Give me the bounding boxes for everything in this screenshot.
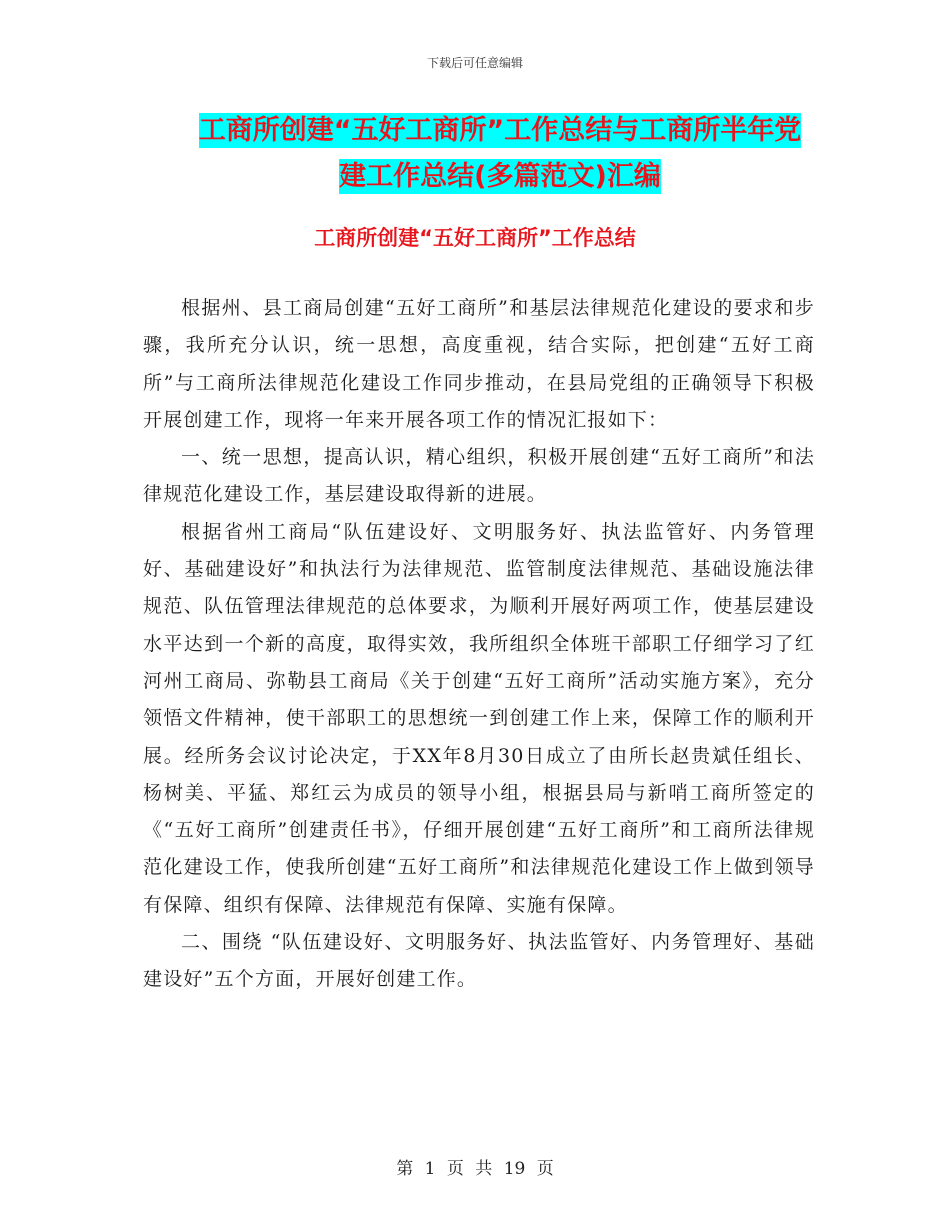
document-title-line-1: 工商所创建“五好工商所”工作总结与工商所半年党 bbox=[198, 115, 802, 146]
document-title bbox=[140, 108, 860, 200]
page-number-footer: 第 1 页 共 19 页 bbox=[396, 1159, 554, 1179]
header-note: 下载后可任意编辑 bbox=[426, 56, 523, 70]
paragraph: 根据州、县工商局创建“五好工商所”和基层法律规范化建设的要求和步骤，我所充分认识，统一思想，高度重视，结合实际，把创建“五好工商所”与工商所法律规范化建设工作同步推动，在县局党组的正确领导下积极开展创建工作，现将一年来开展各项工作的情况汇报如下： bbox=[143, 297, 815, 431]
paragraph: 根据省州工商局“队伍建设好、文明服务好、执法监管好、内务管理好、基础建设好”和执法行为法律规范、监管制度法律规范、基础设施法律规范、队伍管理法律规范的总体要求，为顺利开展好两项工作，使基层建设水平达到一个新的高度，取得实效，我所组织全体班干部职工仔细学习了红河州工商局、弥勒县工商局《关于创建“五好工商所”活动实施方案》，充分领悟文件精神，使干部职工的思想统一到创建工作上来，保障工作的顺利开展。经所务会议讨论决定，于XX年8月30日成立了由所长赵贵斌任组长、杨树美、平猛、郑红云为成员的领导小组，根据县局与新哨工商所签定的《“五好工商所”创建责任书》，仔细开展创建“五好工商所”和工商所法律规范化建设工作，使我所创建“五好工商所”和法律规范化建设工作上做到领导有保障、组织有保障、法律规范有保障、实施有保障。 bbox=[143, 520, 815, 916]
section-title: 工商所创建“五好工商所”工作总结 bbox=[314, 226, 636, 250]
paragraph: 一、统一思想，提高认识，精心组织，积极开展创建“五好工商所”和法律规范化建设工作，基层建设取得新的进展。 bbox=[143, 446, 815, 506]
body-text bbox=[143, 290, 815, 999]
paragraph: 二、围绕 “队伍建设好、文明服务好、执法监管好、内务管理好、基础建设好”五个方面，开展好创建工作。 bbox=[143, 931, 815, 991]
document-title-line-2: 建工作总结(多篇范文)汇编 bbox=[339, 161, 661, 192]
